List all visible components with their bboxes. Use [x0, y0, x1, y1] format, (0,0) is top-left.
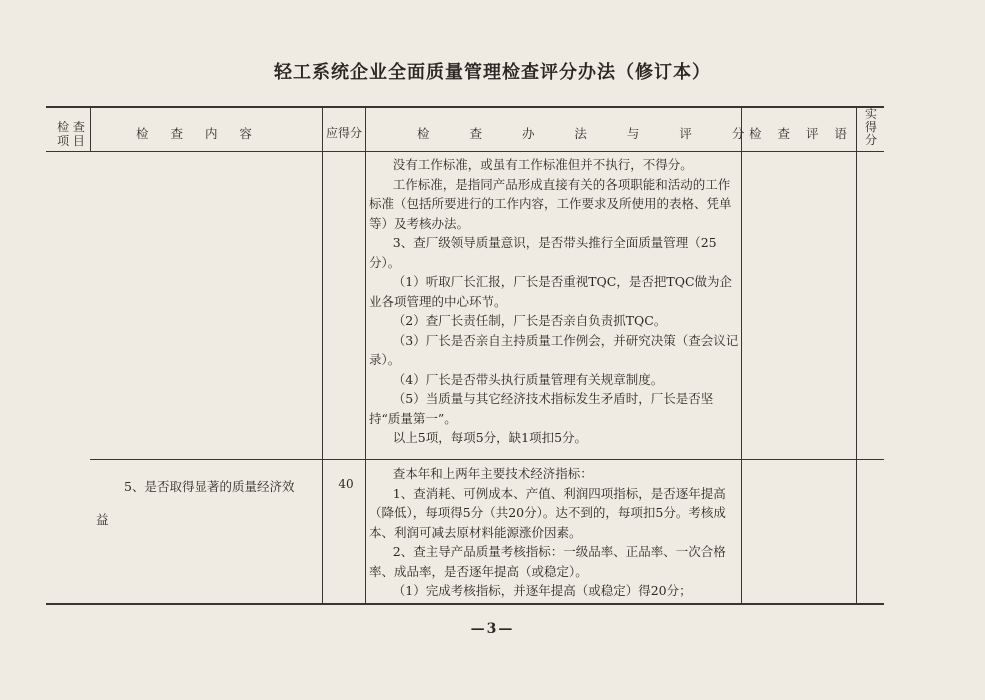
row1-paragraph: （5）当质量与其它经济技术指标发生矛盾时，厂长是否坚持“质量第一”。: [369, 391, 714, 426]
row1-paragraph: 3、查厂级领导质量意识，是否带头推行全面质量管理（25分）。: [369, 235, 717, 270]
header-item-line2: 项 目: [57, 134, 85, 148]
header-actual-line2: 得: [864, 120, 877, 134]
header-method: 检 查 办 法 与 评 分: [417, 126, 763, 141]
table-top-rule: [46, 106, 884, 108]
table-bottom-rule: [46, 603, 884, 605]
header-bottom-rule: [46, 151, 884, 152]
header-content: 检 查 内 容: [136, 126, 261, 141]
row2-paragraph: 2、查主导产品质量考核指标：一级品率、正品率、一次合格率、成品率，是否逐年提高（或稳定）。: [369, 544, 726, 579]
row2-content-line2: 益: [96, 512, 109, 527]
col-divider-method: [741, 107, 742, 604]
header-actual: [859, 108, 883, 147]
row1-paragraph: （4）厂长是否带头执行质量管理有关规章制度。: [392, 371, 664, 387]
col-divider-item: [90, 107, 91, 152]
header-item: [52, 120, 90, 148]
row2-content-line1: 5、是否取得显著的质量经济效: [124, 479, 295, 494]
header-item-line1: 检 查: [57, 120, 85, 134]
header-points: 应得分: [325, 126, 362, 140]
row1-paragraph: 以上5项，每项5分，缺1项扣5分。: [392, 430, 588, 445]
page-number: —3—: [470, 621, 515, 637]
row1-paragraph: （2）查厂长责任制，厂长是否亲自负责抓TQC。: [392, 313, 667, 328]
header-actual-line1: 实: [864, 107, 877, 121]
row1-paragraph: （1）听取厂长汇报，厂长是否重视TQC，是否把TQC做为企业各项管理的中心环节。: [369, 274, 733, 309]
row-divider: [90, 459, 884, 460]
header-actual-line3: 分: [864, 133, 877, 147]
row1-paragraph: 工作标准，是指同产品形成直接有关的各项职能和活动的工作标准（包括所要进行的工作内容，工作要求及所使用的表格、凭单等）及考核办法。: [369, 176, 732, 231]
row2-paragraph: 1、查消耗、可例成本、产值、利润四项指标，是否逐年提高（降低），每项得5分（共20分）。达不到的，每项扣5分。考核成本、利润可减去原材料能源涨价因素。: [369, 485, 726, 540]
row1-paragraph: 没有工作标准，或虽有工作标准但并不执行，不得分。: [392, 157, 693, 172]
row2-paragraph: 查本年和上两年主要技术经济指标：: [392, 466, 593, 481]
row2-method-text: [369, 464, 740, 601]
row1-paragraph: （3）厂长是否亲自主持质量工作例会，并研究决策（查会议记录）。: [369, 332, 739, 367]
col-divider-points: [365, 107, 366, 604]
document-title: 轻工系统企业全面质量管理检查评分办法（修订本）: [274, 62, 711, 83]
row2-points: 40: [338, 477, 354, 491]
col-divider-comment: [856, 107, 857, 604]
row2-paragraph: （1）完成考核指标，并逐年提高（或稳定）得20分；: [392, 583, 692, 598]
header-comment: 检 查 评 语: [749, 126, 853, 141]
row2-content: [96, 470, 326, 536]
row1-method-text: [369, 155, 740, 448]
